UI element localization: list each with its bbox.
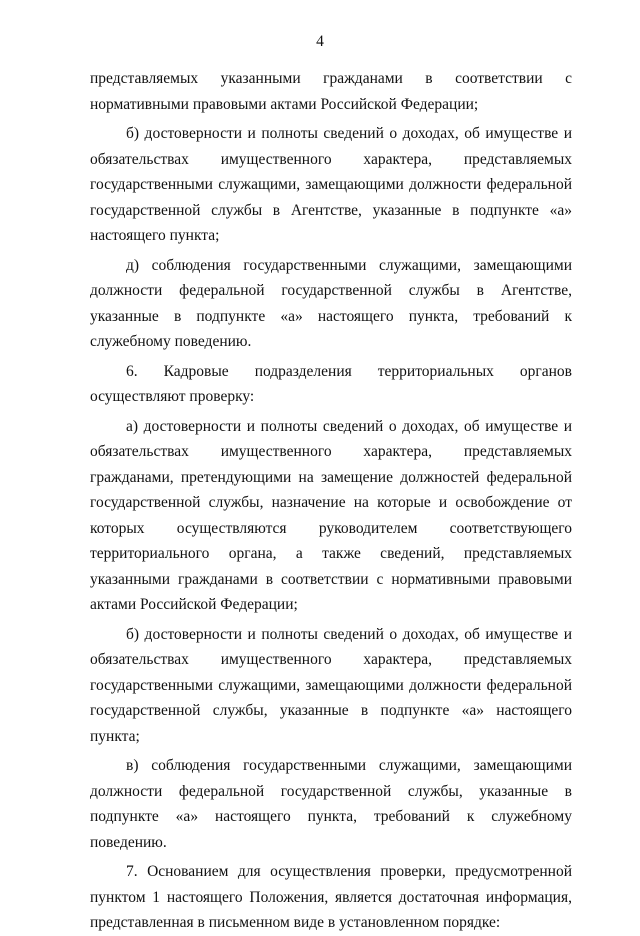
- paragraph: в) соблюдения государственными служащими, замещающими должности федеральной государственной службы, указанные в подпункте «а» настоящего пункта, требований к служебному поведению.: [90, 757, 572, 851]
- paragraph: б) достоверности и полноты сведений о доходах, об имуществе и обязательствах имущественного характера, представляемых государственными служащими, замещающими должности федеральной государственной службы в Агентстве, указанные в подпункте «а» настоящего пункта;: [90, 125, 572, 244]
- paragraph: б) достоверности и полноты сведений о доходах, об имуществе и обязательствах имущественного характера, представляемых государственными служащими, замещающими должности федеральной государственной службы, указанные в подпункте «а» настоящего пункта;: [90, 625, 572, 745]
- paragraph: представляемых указанными гражданами в соответствии с нормативными правовыми актами Российской Федерации;: [90, 70, 572, 113]
- paragraph: д) соблюдения государственными служащими, замещающими должности федеральной государственной службы в Агентстве, указанные в подпункте «а» настоящего пункта, требований к служебному поведению.: [90, 256, 572, 350]
- document-body: [90, 66, 572, 936]
- paragraph: 6. Кадровые подразделения территориальных органов осуществляют проверку:: [90, 362, 572, 405]
- paragraph: а) достоверности и полноты сведений о доходах, об имуществе и обязательствах имущественного характера, представляемых гражданами, претендующими на замещение должностей федеральной государственной службы, назначение на которые и освобождение от которых осуществляются руководителем соответствующего территориального органа, а также сведений, представляемых указанными гражданами в соответствии с нормативными правовыми актами Российской Федерации;: [90, 417, 572, 613]
- paragraph: 7. Основанием для осуществления проверки, предусмотренной пунктом 1 настоящего Положения, является достаточная информация, представленная в письменном виде в установленном порядке:: [90, 863, 572, 931]
- page-number: 4: [316, 33, 324, 50]
